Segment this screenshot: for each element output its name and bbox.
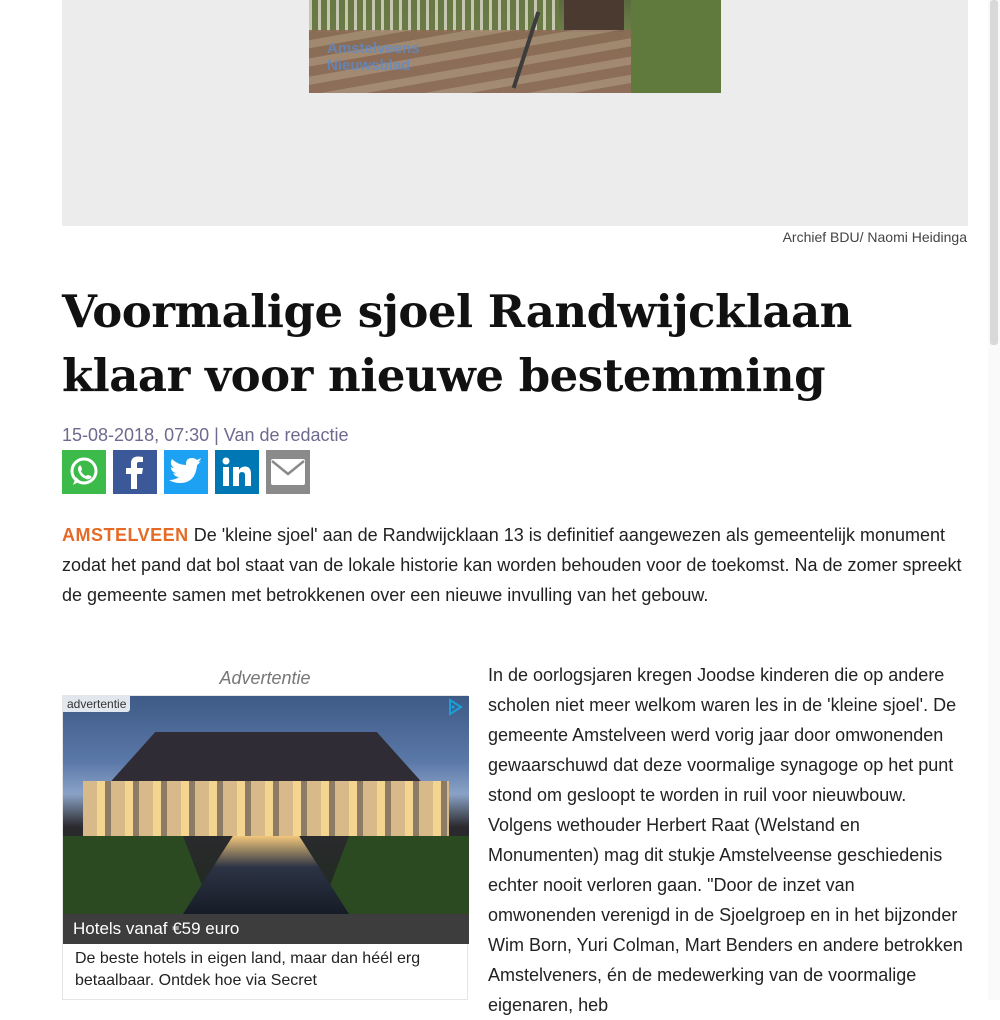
share-linkedin-button[interactable] — [215, 450, 259, 494]
facebook-icon — [120, 455, 150, 489]
scrollbar-thumb[interactable] — [990, 0, 998, 345]
article-lead — [62, 520, 962, 610]
hero-door — [564, 0, 624, 32]
hero-watermark — [327, 40, 420, 74]
linkedin-icon — [220, 455, 254, 489]
watermark-line2: Nieuwsblad — [327, 57, 411, 74]
share-whatsapp-button[interactable] — [62, 450, 106, 494]
article-body: In de oorlogsjaren kregen Joodse kinderen die op andere scholen niet meer welkom waren les in de 'kleine sjoel'. De gemeente Amstelveen werd vorig jaar door omwonenden gewaarschuwd dat deze voormalige synagoge op het punt stond om gesloopt te worden in ruil voor nieuwbouw. Volgens wethouder Herbert Raat (Welstand en Monumenten) mag dit stukje Amstelveense geschiedenis echter nooit verloren gaan. "Door de inzet van omwonenden verenigd in de Sjoelgroep en in het bijzonder Wim Born, Yuri Colman, Mart Benders en andere betrokken Amstelveners, én de medewerking van de voormalige eigenaren, heb — [488, 665, 963, 1015]
ad-image-facade — [83, 781, 449, 836]
article-dateline: AMSTELVEEN — [62, 525, 189, 545]
mail-icon — [270, 458, 306, 486]
share-bar — [62, 450, 310, 494]
ad-text[interactable]: De beste hotels in eigen land, maar dan héél erg betaalbaar. Ontdek hoe via Secret — [75, 950, 421, 989]
adchoices-icon[interactable] — [447, 699, 463, 715]
scrollbar-track[interactable] — [988, 0, 1000, 1000]
whatsapp-icon — [67, 455, 101, 489]
ad-image-roof — [93, 726, 439, 786]
share-twitter-button[interactable] — [164, 450, 208, 494]
hero-fence — [309, 0, 559, 32]
share-mail-button[interactable] — [266, 450, 310, 494]
ad-image[interactable] — [63, 696, 469, 914]
hero-image[interactable] — [309, 0, 721, 93]
watermark-line1: Amstelveens — [327, 40, 420, 57]
share-facebook-button[interactable] — [113, 450, 157, 494]
ad-unit[interactable] — [62, 695, 468, 1000]
article-lead-text: De 'kleine sjoel' aan de Randwijcklaan 13 is definitief aangewezen als gemeentelijk monument zodat het pand dat bol staat van de lokale historie kan worden behouden voor de toekomst. Na de zomer spreekt de gemeente samen met betrokkenen over een nieuwe invulling van het gebouw. — [62, 525, 962, 605]
ad-caption[interactable]: Hotels vanaf €59 euro — [63, 914, 469, 944]
photo-credit: Archief BDU/ Naomi Heidinga — [782, 229, 967, 245]
article-title: Voormalige sjoel Randwijcklaan klaar voor nieuwe bestemming — [62, 285, 852, 402]
article-meta: 15-08-2018, 07:30 | Van de redactie — [62, 425, 349, 445]
ad-tag: advertentie — [63, 696, 130, 712]
twitter-icon — [169, 457, 203, 487]
page-margin — [0, 0, 62, 1000]
hero-plant — [631, 0, 721, 93]
ad-label: Advertentie — [219, 668, 311, 688]
ad-image-pool — [183, 836, 349, 914]
